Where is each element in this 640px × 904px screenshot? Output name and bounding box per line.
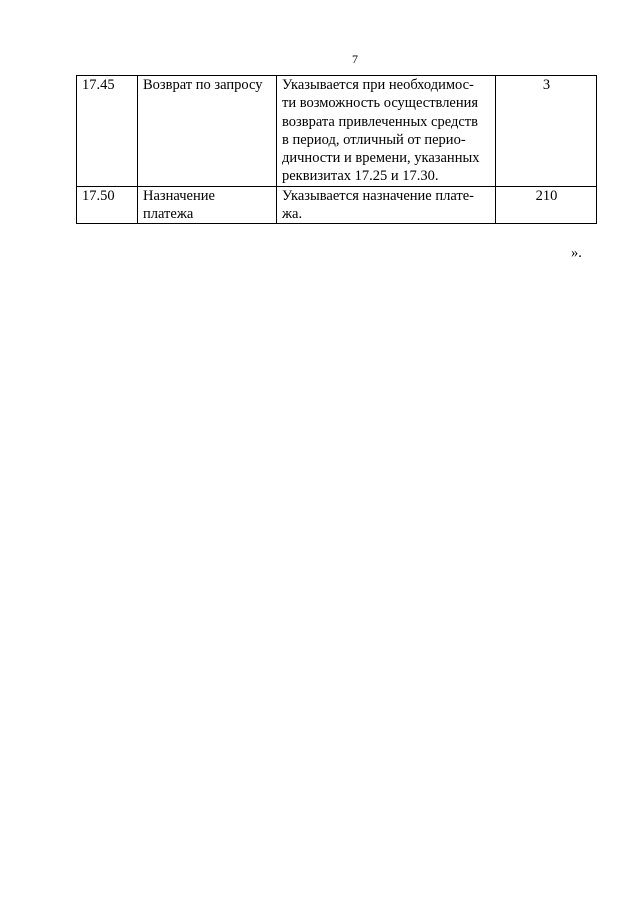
row-length-cell: 210	[496, 186, 597, 224]
name-line: Назначение	[143, 187, 215, 204]
description-line: жа.	[282, 206, 303, 223]
closing-quote: ».	[571, 245, 582, 261]
row-description-cell	[277, 76, 496, 187]
row-length-cell: 3	[496, 76, 597, 187]
table-row	[77, 76, 597, 187]
description-line: реквизитах 17.25 и 17.30.	[282, 168, 439, 185]
description-line: ти возможность осуществления	[282, 95, 479, 112]
description-line: в период, отличный от перио-	[282, 131, 466, 148]
row-code-cell: 17.45	[77, 76, 138, 187]
table-row	[77, 186, 597, 224]
row-description-cell	[277, 186, 496, 224]
name-line: платежа	[143, 206, 194, 223]
page-number: 7	[352, 52, 358, 66]
row-name-cell	[138, 186, 277, 224]
description-line: Указывается при необходимос-	[282, 77, 474, 93]
row-name-cell: Возврат по запросу	[138, 76, 277, 187]
requisites-table	[76, 75, 597, 224]
description-line: возврата привлеченных средств	[282, 113, 478, 130]
description-line: Указывается назначение плате-	[282, 187, 474, 204]
description-line: дичности и времени, указанных	[282, 150, 480, 167]
row-code-cell: 17.50	[77, 186, 138, 224]
